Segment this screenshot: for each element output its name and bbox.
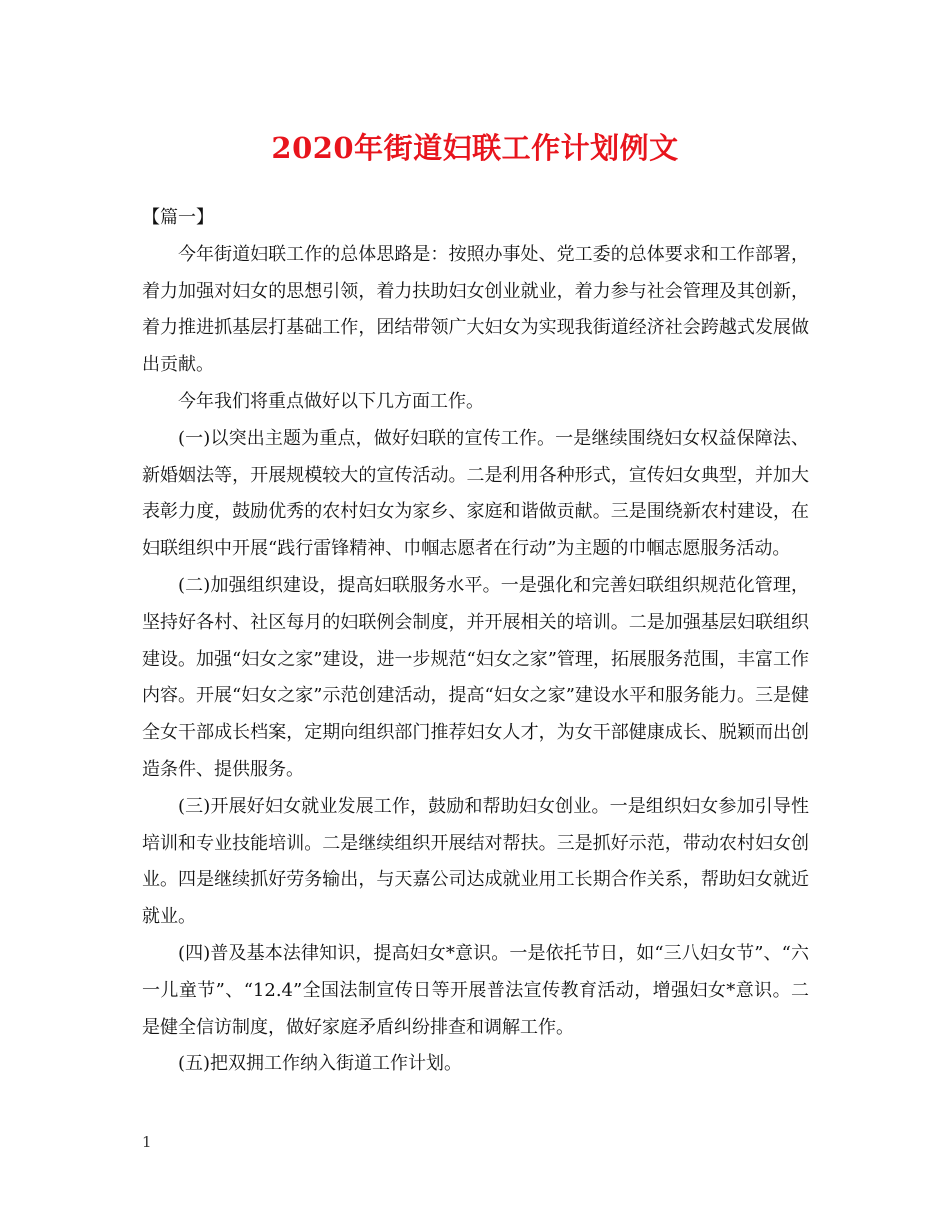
section-label: 【篇一】 [142,207,214,228]
document-title: 2020年街道妇联工作计划例文 [271,131,679,165]
paragraph-item-1: (一)以突出主题为重点，做好妇联的宣传工作。一是继续围绕妇女权益保障法、新婚姻法等，开展规模较大的宣传活动。二是利用各种形式，宣传妇女典型，并加大表彰力度，鼓励优秀的农村妇女为家乡、家庭和谐做贡献。三是围绕新农村建设，在妇联组织中开展“践行雷锋精神、巾帼志愿者在行动”为主题的巾帼志愿服务活动。 [142,427,809,560]
paragraph-key-work-intro: 今年我们将重点做好以下几方面工作。 [178,390,484,412]
paragraph-item-5: (五)把双拥工作纳入街道工作计划。 [178,1053,463,1075]
paragraph-item-4: (四)普及基本法律知识，提高妇女*意识。一是依托节日，如“三八妇女节”、“六一儿童节”、“12.4”全国法制宣传日等开展普法宣传教育活动，增强妇女*意识。二是健全信访制度，做好家庭矛盾纠纷排查和调解工作。 [142,942,809,1038]
paragraph-item-3: (三)开展好妇女就业发展工作，鼓励和帮助妇女创业。一是组织妇女参加引导性培训和专业技能培训。二是继续组织开展结对帮扶。三是抓好示范，带动农村妇女创业。四是继续抓好劳务输出，与天嘉公司达成就业用工长期合作关系，帮助妇女就近就业。 [142,795,809,928]
paragraph-item-2: (二)加强组织建设，提高妇联服务水平。一是强化和完善妇联组织规范化管理，坚持好各村、社区每月的妇联例会制度，并开展相关的培训。二是加强基层妇联组织建设。加强“妇女之家”建设，进一步规范“妇女之家”管理，拓展服务范围，丰富工作内容。开展“妇女之家”示范创建活动，提高“妇女之家”建设水平和服务能力。三是健全女干部成长档案，定期向组织部门推荐妇女人才，为女干部健康成长、脱颖而出创造条件、提供服务。 [142,574,809,780]
page-number: 1 [142,1133,152,1151]
document-body [142,200,809,1083]
paragraph-overall-approach: 今年街道妇联工作的总体思路是：按照办事处、党工委的总体要求和工作部署，着力加强对妇女的思想引领，着力扶助妇女创业就业，着力参与社会管理及其创新，着力推进抓基层打基础工作，团结带领广大妇女为实现我街道经济社会跨越式发展做出贡献。 [142,243,809,376]
